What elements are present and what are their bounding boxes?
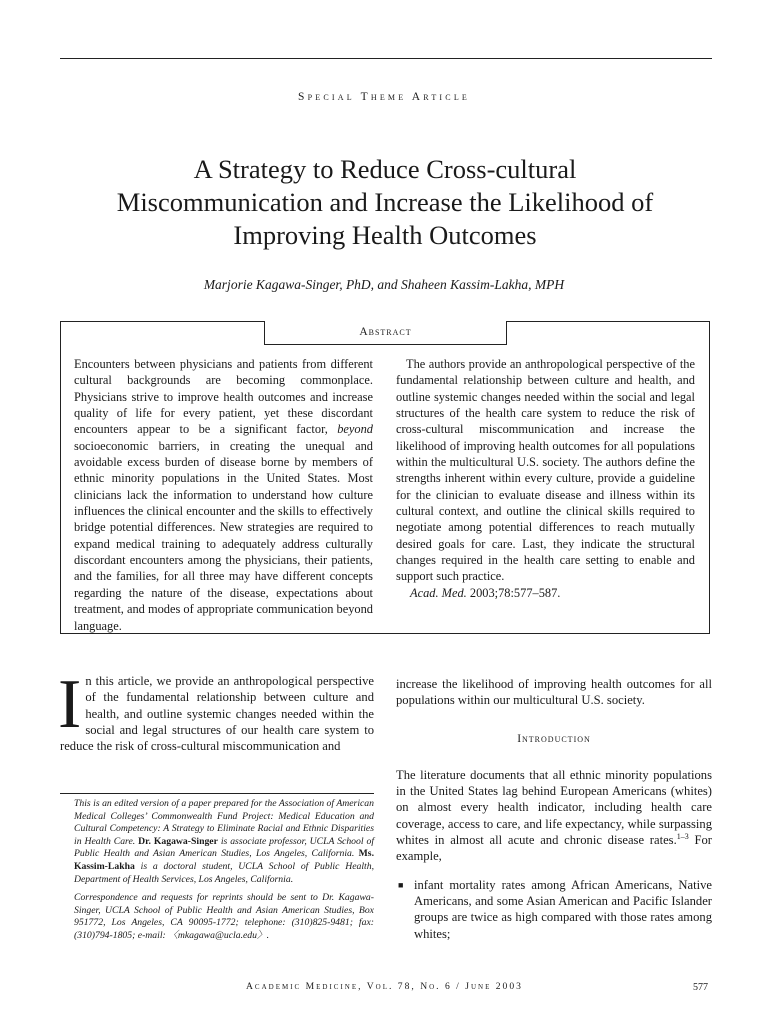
drop-cap: I bbox=[58, 666, 82, 743]
intro-text: The literature documents that all ethnic minority populations in the United States lag behind European Americans (whites) on almost every health indicator, including health care coverage, access to care, and life expectancy, while surpassing whites in almost all acute and chronic disease rates. bbox=[396, 767, 712, 848]
abstract-text: Encounters between physicians and patients from different cultural backgrounds are becoming commonplace. Physicians strive to improve health outcomes and increase quality of life for every patient, yet these discordant encounters appear to be a significant factor, bbox=[74, 357, 373, 437]
running-footer: Academic Medicine, Vol. 78, No. 6 / June 2003 bbox=[246, 981, 523, 992]
opening-paragraph bbox=[58, 666, 374, 754]
footnote-author-name: Dr. Kagawa-Singer bbox=[138, 835, 218, 847]
footnote-affiliation bbox=[60, 798, 374, 886]
citation-journal: Acad. Med. bbox=[410, 585, 467, 600]
reference-superscript: 1–3 bbox=[676, 831, 689, 841]
abstract-right-column bbox=[396, 356, 695, 601]
footnote-text: is a doctoral student, UCLA School of Public Health, Department of Health Services, Los Angeles, California. bbox=[74, 860, 374, 885]
footnote-correspondence: Correspondence and requests for reprints should be sent to Dr. Kagawa-Singer, UCLA School of Public Health and Asian American Studies, Box 951772, Los Angeles, CA 90095-1772; telephone: (310)825-9481; fax: (310)794-1805; e-mail: 〈mkagawa@ucla.edu〉. bbox=[74, 892, 374, 941]
citation-detail: 2003;78:577–587. bbox=[466, 585, 561, 600]
abstract-citation bbox=[396, 585, 695, 601]
abstract-heading: Abstract bbox=[264, 321, 507, 345]
abstract-text: socioeconomic barriers, in creating the unequal and avoidable excess burden of disease borne by members of ethnic minority populations in the United States. Most clinicians lack the information to understand how culture influences the clinical encounter and the skills to effectively bridge potential differences. New strategies are required to expand medical training to adequately address culturally discordant encounters among the physicians, their patients, and the families, for all three may have different concepts regarding the nature of the disease, expectations about treatment, and modes of appropriate communication beyond language. bbox=[74, 438, 374, 633]
footnote-text: is associate professor, UCLA School of Public Health and Asian American Studies, Los Angeles, California. bbox=[74, 835, 375, 860]
abstract-paragraph-1 bbox=[74, 356, 373, 634]
bullet-square-icon: ■ bbox=[398, 879, 404, 890]
footnote-author-name: Ms. Kassim-Lakha bbox=[74, 848, 374, 872]
abstract-left-column bbox=[74, 356, 373, 634]
article-title: A Strategy to Reduce Cross-cultural Miscommunication and Increase the Likelihood of Improving Health Outcomes bbox=[116, 154, 654, 250]
article-type-label: Special Theme Article bbox=[297, 91, 470, 103]
page-number: 577 bbox=[693, 982, 708, 993]
list-item bbox=[396, 877, 712, 942]
list-item-text: infant mortality rates among African Americans, Native Americans, and some Asian American and Pacific Islander groups are twice as high compared with those rates among whites; bbox=[414, 877, 712, 941]
author-line: Marjorie Kagawa-Singer, PhD, and Shaheen Kassim-Lakha, MPH bbox=[203, 277, 565, 292]
introduction-paragraph bbox=[396, 767, 712, 865]
section-heading-introduction: Introduction bbox=[517, 732, 591, 745]
continuation-text: increase the likelihood of improving health outcomes for all populations within our multicultural U.S. society. bbox=[396, 677, 712, 708]
abstract-emphasis: beyond bbox=[337, 422, 373, 437]
footnote-text: This is an edited version of a paper prepared for the Association of American Medical Colleges’ Commonwealth Fund Project: Medical Education and Cultural Competency: A Strategy to Eliminate Racial and Ethnic Disparities in Health Care. bbox=[74, 798, 374, 847]
body-right-column bbox=[396, 676, 712, 942]
author-footnote bbox=[60, 793, 374, 949]
abstract-paragraph-2: The authors provide an anthropological perspective of the fundamental relationship between culture and health, and outline systemic changes needed within the social and legal structures of the health care system to reduce the risk of cross-cultural miscommunication and increase the likelihood of improving health outcomes for all populations within the multicultural U.S. society. The authors define the strengths inherent within every culture, provide a guideline for the clinician to evaluate disease and illness within its cultural context, and outline the clinical skills required to negotiate among potential differences to reach mutually desired goals for care. Last, they indicate the structural changes required in the health care setting to enable and support such practice. bbox=[396, 357, 695, 584]
body-left-column bbox=[58, 666, 374, 754]
intro-text: For example, bbox=[396, 833, 712, 864]
top-rule bbox=[60, 58, 712, 59]
opening-text: n this article, we provide an anthropological perspective of the fundamental relationship between culture and health, and outline systemic changes needed within the social and legal structures of our health care system to reduce the risk of cross-cultural miscommunication and bbox=[60, 674, 374, 754]
